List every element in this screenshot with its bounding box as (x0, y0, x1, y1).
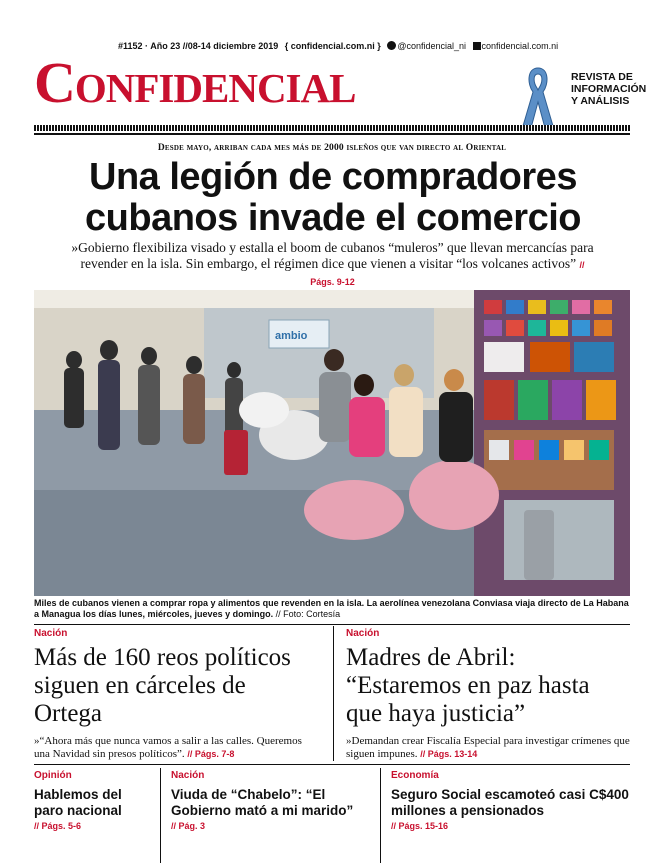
masthead-rule (34, 133, 630, 135)
bottom-teaser[interactable] (391, 770, 630, 831)
teaser-pages[interactable]: // Págs. 5-6 (34, 821, 82, 831)
lead-pages[interactable]: // Págs. 9-12 (310, 260, 585, 287)
story-pages[interactable]: // Págs. 7-8 (187, 749, 235, 759)
twitter-icon (387, 41, 396, 50)
lead-headline[interactable] (20, 157, 646, 239)
story-title: Madres de Abril: “Estaremos en paz hasta que haya justicia” (346, 644, 590, 727)
lead-photo-illustration (34, 290, 630, 596)
story-title: Más de 160 reos políticos siguen en cárceles de Ortega (34, 644, 291, 727)
masthead-logo[interactable]: Confidencial (34, 50, 356, 115)
headline-line: Una legión de compradores (89, 156, 577, 198)
lead-photo (34, 290, 630, 596)
story-summary (346, 735, 630, 761)
teaser-title: Hablemos del paro nacional (34, 787, 122, 818)
column-divider (160, 768, 161, 863)
bottom-teaser[interactable] (171, 770, 376, 831)
teaser-pages[interactable]: // Pág. 3 (171, 821, 206, 831)
story-section: Nación (34, 628, 68, 639)
story-card[interactable] (346, 628, 630, 761)
story-pages[interactable]: // Págs. 13-14 (420, 749, 478, 759)
section-divider (34, 764, 630, 765)
bottom-teaser[interactable] (34, 770, 154, 831)
story-section: Nación (346, 628, 380, 639)
column-divider (380, 768, 381, 863)
story-card[interactable] (34, 628, 319, 761)
teaser-section: Nación (171, 770, 205, 781)
lead-deck-text: »Gobierno flexibiliza visado y estalla el boom de cubanos “muleros” que llevan mercancías para revender en la isla. Sin embargo, el régimen dice que vienen a visitar “los volcanes activos” (71, 240, 594, 271)
lead-photo-caption (34, 598, 630, 620)
teaser-title: Viuda de “Chabelo”: “El Gobierno mató a mi marido” (171, 787, 354, 818)
photo-sign: ambio (275, 330, 308, 342)
lead-deck (70, 240, 595, 290)
teaser-section: Opinión (34, 770, 72, 781)
tagline-line: INFORMACIÓN (571, 83, 647, 95)
photo-credit: // Foto: Cortesía (275, 609, 341, 619)
story-summary (34, 735, 319, 761)
ribbon-icon (521, 66, 555, 132)
website-bracket[interactable]: { confidencial.com.ni } (284, 41, 381, 51)
twitter-handle[interactable]: @confidencial_ni (397, 41, 467, 51)
lead-kicker: Desde mayo, arriban cada mes más de 2000 isleños que van directo al Oriental (157, 143, 507, 153)
teaser-title: Seguro Social escamoteó casi C$400 millones a pensionados (391, 787, 629, 818)
caption-text: Miles de cubanos vienen a comprar ropa y alimentos que revenden en la isla. La aerolínea venezolana Conviasa viaja directo de La Habana a Managua los días lunes, miércoles, jueves y domingo. (34, 598, 629, 619)
masthead-tagline (571, 71, 647, 107)
teaser-pages[interactable]: // Págs. 15-16 (391, 821, 449, 831)
facebook-handle[interactable]: confidencial.com.ni (481, 41, 559, 51)
issue-number: #1152 · Año 23 //08-14 diciembre 2019 (118, 41, 279, 51)
teaser-section: Economía (391, 770, 439, 781)
facebook-icon (473, 42, 481, 50)
masthead-dotted-rule (34, 125, 630, 131)
story-summary-text: »“Ahora más que nunca vamos a salir a las calles. Queremos una Navidad sin presos políticos”. (34, 735, 302, 760)
tagline-line: Y ANÁLISIS (571, 95, 630, 107)
headline-line: cubanos invade el comercio (85, 197, 581, 239)
column-divider (333, 626, 334, 761)
story-summary-text: »Demandan crear Fiscalía Especial para investigar crímenes que siguen impunes. (346, 735, 630, 760)
section-divider (34, 624, 630, 625)
tagline-line: REVISTA DE (571, 71, 633, 83)
